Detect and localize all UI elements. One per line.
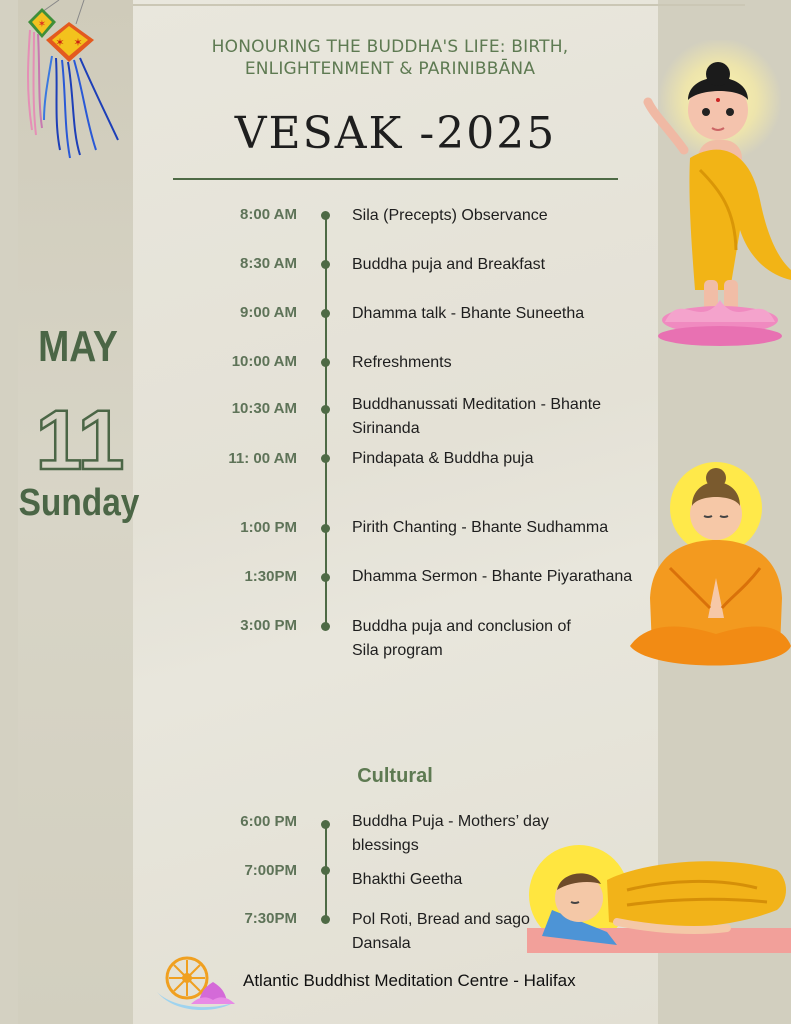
event-line: Buddha puja and Breakfast (352, 256, 546, 273)
timeline-dot (321, 405, 330, 414)
event-line: Sirinanda (352, 419, 420, 437)
schedule-event (352, 351, 662, 375)
date-weekday: Sunday (18, 482, 140, 524)
timeline-dot (321, 820, 330, 829)
timeline-dot (321, 454, 330, 463)
event-line: Pirith Chanting - Bhante Sudhamma (352, 519, 609, 536)
schedule-time: 8:30 AM (240, 255, 297, 272)
event-line: Pindapata & Buddha puja (352, 450, 534, 467)
timeline-dot (321, 211, 330, 220)
event-line: Bhakthi Geetha (352, 871, 463, 888)
event-line: Buddha Puja - Mothers’ day (352, 813, 549, 830)
schedule-event (352, 204, 662, 228)
event-subtitle (180, 36, 600, 80)
cultural-heading: Cultural (357, 765, 433, 787)
svg-text:✶: ✶ (55, 36, 65, 49)
schedule-event (352, 516, 662, 540)
svg-text:✶: ✶ (73, 36, 83, 49)
page-title: VESAK -2025 (234, 108, 557, 159)
schedule-timeline (325, 214, 327, 626)
date-day: 11 (35, 393, 125, 487)
cultural-time: 7:30PM (244, 910, 297, 927)
schedule-time: 8:00 AM (240, 206, 297, 223)
svg-text:✶: ✶ (37, 19, 47, 30)
baby-buddha-illustration (640, 40, 791, 355)
event-line: Buddhanussati Meditation - Bhante (352, 396, 602, 413)
schedule-event (352, 393, 662, 440)
schedule-time: 11: 00 AM (228, 450, 297, 467)
schedule-event (352, 253, 662, 277)
timeline-dot (321, 358, 330, 367)
schedule-time: 10:00 AM (231, 353, 297, 370)
event-line: Sila program (352, 641, 443, 659)
schedule-event (352, 565, 662, 589)
event-line: Buddha puja and conclusion of (352, 618, 571, 635)
event-line: Sila (Precepts) Observance (352, 207, 548, 224)
subtitle-line-1: HONOURING THE BUDDHA'S LIFE: BIRTH, (211, 37, 569, 57)
schedule-time: 1:00 PM (240, 519, 297, 536)
timeline-dot (321, 309, 330, 318)
schedule-event (352, 615, 662, 662)
event-line: Pol Roti, Bread and sago (352, 911, 530, 928)
timeline-dot (321, 524, 330, 533)
organization-name: Atlantic Buddhist Meditation Centre - Halifax (243, 971, 576, 990)
cultural-time: 6:00 PM (240, 813, 297, 830)
event-line: Dhamma Sermon - Bhante Piyarathana (352, 568, 633, 585)
event-line: Dhamma talk - Bhante Suneetha (352, 305, 585, 322)
date-month: MAY (38, 322, 118, 371)
title-divider (173, 178, 618, 180)
timeline-dot (321, 573, 330, 582)
schedule-event (352, 302, 662, 326)
schedule-time: 3:00 PM (240, 617, 297, 634)
timeline-dot (321, 622, 330, 631)
event-line: blessings (352, 836, 419, 854)
event-line: Dansala (352, 934, 411, 952)
schedule-time: 10:30 AM (231, 400, 297, 417)
timeline-dot (321, 260, 330, 269)
timeline-dot (321, 915, 330, 924)
cultural-time: 7:00PM (244, 862, 297, 879)
reclining-buddha-illustration (527, 840, 791, 955)
meditating-buddha-illustration (630, 458, 791, 683)
dharma-wheel-lotus-logo-icon (155, 952, 237, 1014)
event-line: Refreshments (352, 354, 452, 371)
schedule-event (352, 447, 662, 471)
subtitle-line-2: ENLIGHTENMENT & PARINIBBĀNA (244, 59, 536, 79)
schedule-time: 9:00 AM (240, 304, 297, 321)
timeline-dot (321, 866, 330, 875)
top-border-strip (133, 4, 745, 6)
vesak-lantern-icon (14, 0, 129, 165)
schedule-time: 1:30PM (244, 568, 297, 585)
